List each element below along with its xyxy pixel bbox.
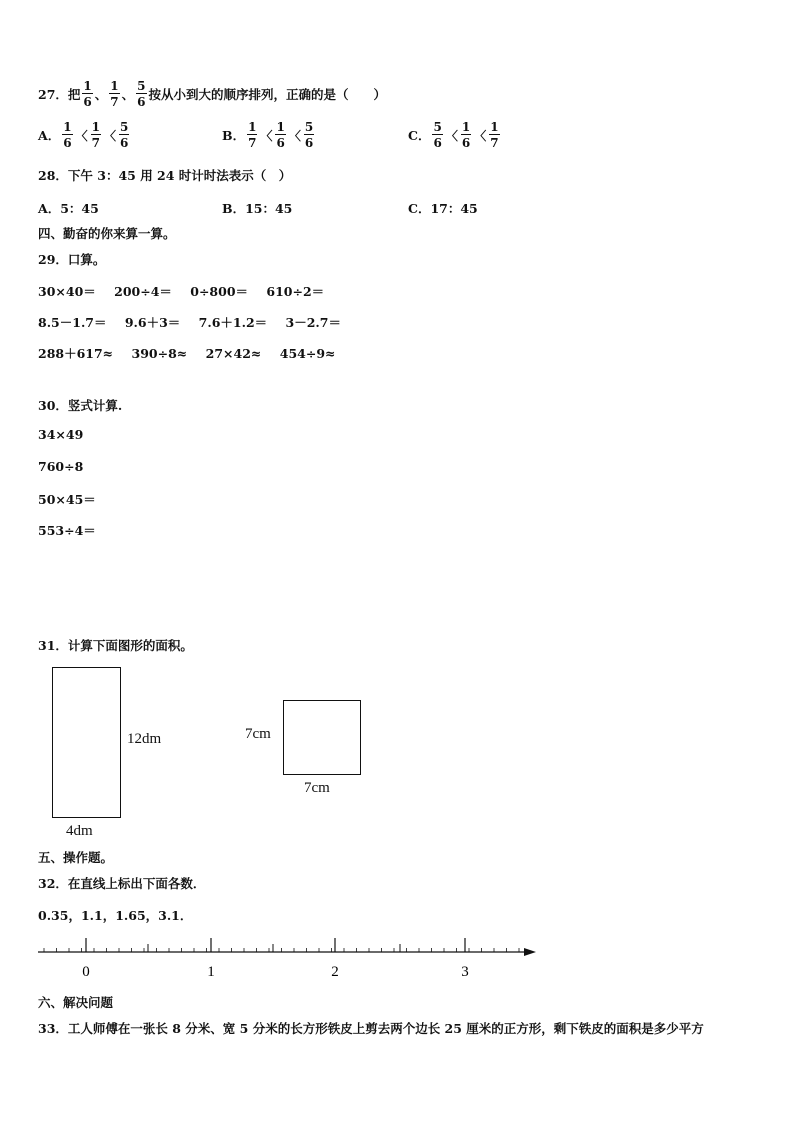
q32-numbers: 0.35，1.1，1.65，3.1．: [38, 908, 193, 923]
fraction: $\frac{5}{6}$: [304, 120, 314, 150]
option-label: B．: [222, 128, 246, 143]
q27-prefix: 27．把: [38, 87, 81, 102]
square-shape: [283, 700, 361, 775]
square-side-label: 7cm: [245, 726, 271, 742]
rectangle-height-label: 12dm: [127, 731, 162, 747]
less-than-sign: 〈: [474, 128, 487, 143]
question-28: 28．下午 3：45 用 24 时计时法表示（ ）: [38, 168, 292, 183]
section-6-heading: 六、解决问题: [38, 995, 114, 1010]
number-line-ticks: [44, 938, 519, 952]
rectangle-shape: [52, 667, 121, 818]
q27-fraction-1: $\frac{1}{6}$: [83, 79, 92, 109]
q27-suffix: 按从小到大的顺序排列，正确的是（ ）: [148, 87, 387, 102]
calc-item: 30×40＝: [38, 284, 96, 299]
calc-item: 9.6＋3＝: [124, 315, 181, 330]
q28-option-c[interactable]: C．17：45: [408, 201, 478, 216]
fraction: $\frac{5}{6}$: [119, 120, 129, 150]
calc-item: 8.5－1.7＝: [38, 315, 107, 330]
q27-fraction-3: $\frac{5}{6}$: [137, 79, 146, 109]
option-label: C．: [408, 128, 431, 143]
less-than-sign: 〈: [288, 128, 301, 143]
option-label: A．: [38, 128, 61, 143]
q29-row-3: [38, 344, 350, 362]
fraction: $\frac{1}{7}$: [91, 120, 100, 150]
q30-item-3: 50×45＝: [38, 492, 96, 507]
fraction: $\frac{1}{6}$: [63, 120, 72, 150]
calc-item: 454÷9≈: [279, 346, 336, 361]
calc-item: 3－2.7＝: [285, 315, 341, 330]
section-4-heading: 四、勤奋的你来算一算。: [38, 226, 176, 241]
calc-item: 390÷8≈: [131, 346, 188, 361]
number-line[interactable]: [0, 928, 560, 983]
question-31-title: 31．计算下面图形的面积。: [38, 638, 193, 653]
fraction: $\frac{1}{6}$: [461, 120, 471, 150]
rectangle-width-label: 4dm: [66, 823, 93, 839]
calc-item: 200÷4＝: [114, 284, 172, 299]
axis-label-3: 3: [461, 964, 469, 980]
calc-item: 27×42≈: [205, 346, 262, 361]
fraction: $\frac{5}{6}$: [433, 120, 442, 150]
axis-label-2: 2: [331, 964, 339, 980]
calc-item: 0÷800＝: [190, 284, 249, 299]
question-32-title: 32．在直线上标出下面各数．: [38, 876, 206, 891]
calc-item: 288＋617≈: [38, 346, 114, 361]
calc-item: 610÷2＝: [266, 284, 325, 299]
q27-separator: 、: [94, 87, 108, 102]
q27-option-a[interactable]: [38, 121, 131, 149]
fraction: $\frac{1}{7}$: [248, 120, 257, 150]
question-33: 33．工人师傅在一张长 8 分米、宽 5 分米的长方形铁皮上剪去两个边长 25 厘米的正方形，剩下铁皮的面积是多少平方: [38, 1021, 704, 1036]
fraction: $\frac{1}{6}$: [276, 120, 285, 150]
arrow-head-icon: [524, 948, 536, 956]
square-bottom-label: 7cm: [304, 780, 330, 796]
q29-row-1: [38, 282, 338, 300]
fraction: $\frac{1}{7}$: [490, 120, 499, 150]
q27-option-c[interactable]: [408, 121, 502, 149]
q28-option-b[interactable]: B．15：45: [222, 201, 293, 216]
section-5-heading: 五、操作题。: [38, 850, 114, 865]
q27-fraction-2: $\frac{1}{7}$: [110, 79, 119, 109]
less-than-sign: 〈: [103, 128, 116, 143]
q30-item-1: 34×49: [38, 427, 84, 442]
question-30-title: 30．竖式计算.: [38, 398, 123, 413]
q30-item-2: 760÷8: [38, 459, 84, 474]
q29-row-2: [38, 313, 355, 331]
q30-item-4: 553÷4＝: [38, 523, 96, 538]
q27-option-b[interactable]: [222, 121, 316, 149]
q27-separator: 、: [121, 87, 135, 102]
less-than-sign: 〈: [260, 128, 273, 143]
calc-item: 7.6＋1.2＝: [198, 315, 268, 330]
axis-label-1: 1: [207, 964, 215, 980]
question-27: [38, 80, 386, 108]
less-than-sign: 〈: [75, 128, 88, 143]
q28-option-a[interactable]: A．5：45: [38, 201, 99, 216]
less-than-sign: 〈: [445, 128, 458, 143]
question-29-title: 29．口算。: [38, 252, 106, 267]
axis-label-0: 0: [82, 964, 90, 980]
